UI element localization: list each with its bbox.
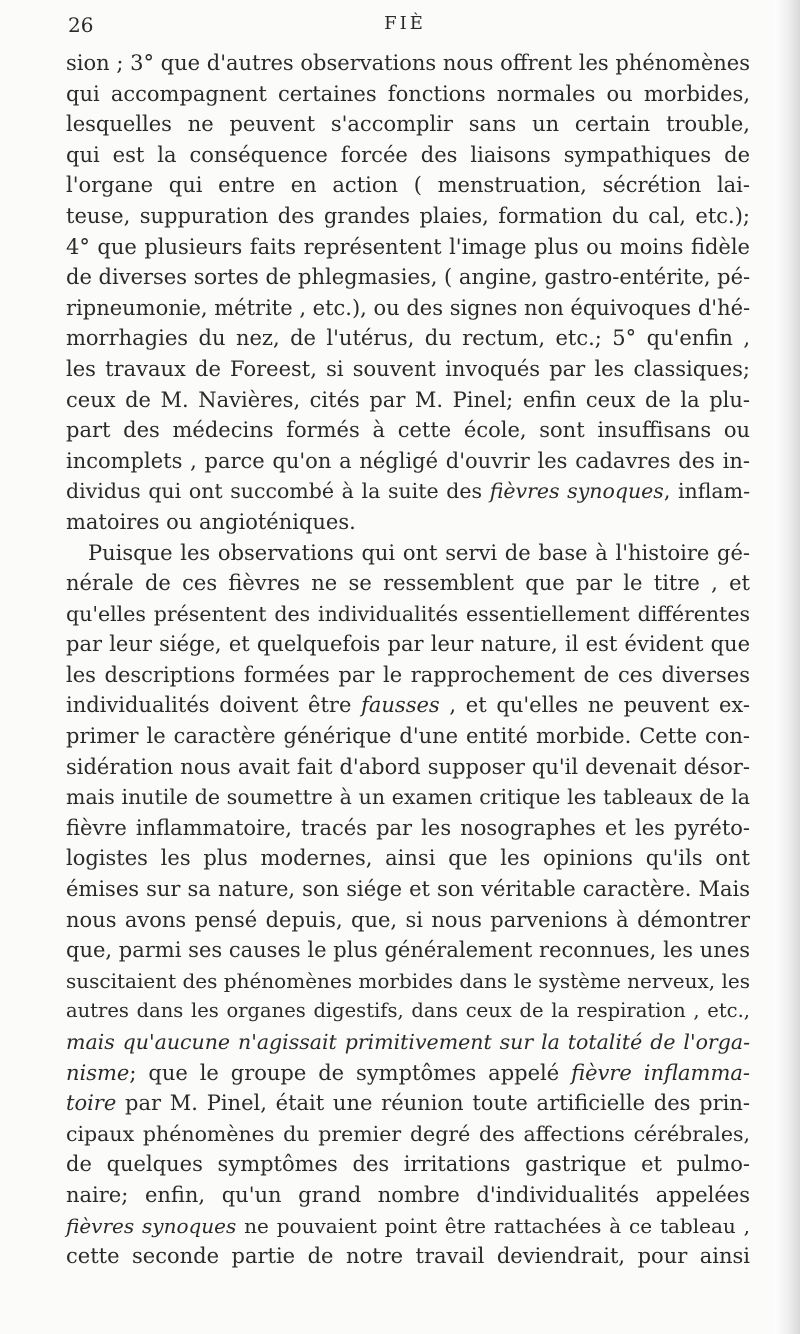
- text-line: incomplets , parce qu'on a négligé d'ouvrir les cadavres des in-: [66, 448, 750, 473]
- text-line: qui accompagnent certaines fonctions normales ou morbides,: [66, 81, 750, 106]
- text-line: mais qu'aucune n'agissait primitivement sur la totalité de l'orga-: [66, 1030, 750, 1054]
- text-line: cette seconde partie de notre travail deviendrait, pour ainsi: [66, 1244, 750, 1269]
- text-line: primer le caractère générique d'une entité morbide. Cette con-: [66, 724, 750, 749]
- text-line: de diverses sortes de phlegmasies, ( angine, gastro-entérite, pé-: [66, 265, 751, 290]
- text-line: par leur siége, et quelquefois par leur nature, il est évident que: [66, 632, 750, 657]
- text-line: de quelques symptômes des irritations gastrique et pulmo-: [66, 1152, 750, 1177]
- page-header: [60, 13, 750, 43]
- text-line: lesquelles ne peuvent s'accomplir sans un certain trouble,: [66, 112, 750, 137]
- text-line: suscitaient des phénomènes morbides dans le système nerveux, les: [66, 968, 750, 993]
- text-line: nous avons pensé depuis, que, si nous parvenions à démontrer: [66, 907, 750, 932]
- text-line: l'organe qui entre en action ( menstruation, sécrétion lai-: [66, 173, 750, 198]
- text-line: nérale de ces fièvres ne se ressemblent que par le titre , et: [66, 571, 750, 596]
- text-line: émises sur sa nature, son siége et son véritable caractère. Mais: [66, 877, 750, 902]
- text-line: fièvre inflammatoire, tracés par les nosographes et les pyréto-: [66, 815, 750, 840]
- text-line: ceux de M. Navières, cités par M. Pinel; enfin ceux de la plu-: [66, 387, 750, 412]
- text-line: qu'elles présentent des individualités essentiellement différentes: [66, 601, 750, 626]
- text-line: qui est la conséquence forcée des liaisons sympathiques de: [66, 142, 750, 167]
- text-line: les descriptions formées par le rapprochement de ces diverses: [66, 662, 750, 687]
- text-line: dividus qui ont succombé à la suite des fièvres synoques, inflam-: [66, 479, 750, 504]
- text-line: sidération nous avait fait d'abord supposer qu'il devenait désor-: [66, 754, 750, 779]
- text-line: matoires ou angioténiques.: [66, 509, 356, 534]
- text-line: ripneumonie, métrite , etc.), ou des signes non équivoques d'hé-: [66, 295, 751, 320]
- text-line: autres dans les organes digestifs, dans ceux de la respiration , etc.,: [66, 999, 750, 1023]
- text-line: fièvres synoques ne pouvaient point être rattachées à ce tableau ,: [66, 1213, 750, 1238]
- text-line: que, parmi ses causes le plus généralement reconnues, les unes: [66, 938, 750, 963]
- text-line: les travaux de Foreest, si souvent invoqués par les classiques;: [66, 356, 750, 381]
- text-line: naire; enfin, qu'un grand nombre d'individualités appelées: [66, 1182, 750, 1207]
- text-line: 4° que plusieurs faits représentent l'image plus ou moins fidèle: [66, 234, 750, 259]
- text-line: Puisque les observations qui ont servi de base à l'histoire gé-: [88, 540, 750, 565]
- page-edge-shadow: [774, 0, 800, 1334]
- running-head: FIÈ: [384, 13, 426, 34]
- text-line: nisme; que le groupe de symptômes appelé fièvre inflamma-: [66, 1060, 751, 1085]
- page-number: 26: [68, 13, 94, 37]
- text-line: mais inutile de soumettre à un examen critique les tableaux de la: [66, 785, 750, 810]
- text-line: teuse, suppuration des grandes plaies, formation du cal, etc.);: [66, 203, 750, 228]
- text-line: sion ; 3° que d'autres observations nous offrent les phénomènes: [66, 51, 750, 75]
- body-text: [66, 48, 750, 1272]
- text-line: individualités doivent être fausses , et qu'elles ne peuvent ex-: [66, 693, 750, 718]
- text-line: part des médecins formés à cette école, sont insuffisans ou: [66, 418, 750, 443]
- text-line: cipaux phénomènes du premier degré des affections cérébrales,: [66, 1121, 750, 1146]
- text-line: morrhagies du nez, de l'utérus, du rectum, etc.; 5° qu'enfin ,: [66, 326, 750, 351]
- text-line: logistes les plus modernes, ainsi que les opinions qu'ils ont: [66, 846, 750, 871]
- text-line: toire par M. Pinel, était une réunion toute artificielle des prin-: [66, 1091, 750, 1116]
